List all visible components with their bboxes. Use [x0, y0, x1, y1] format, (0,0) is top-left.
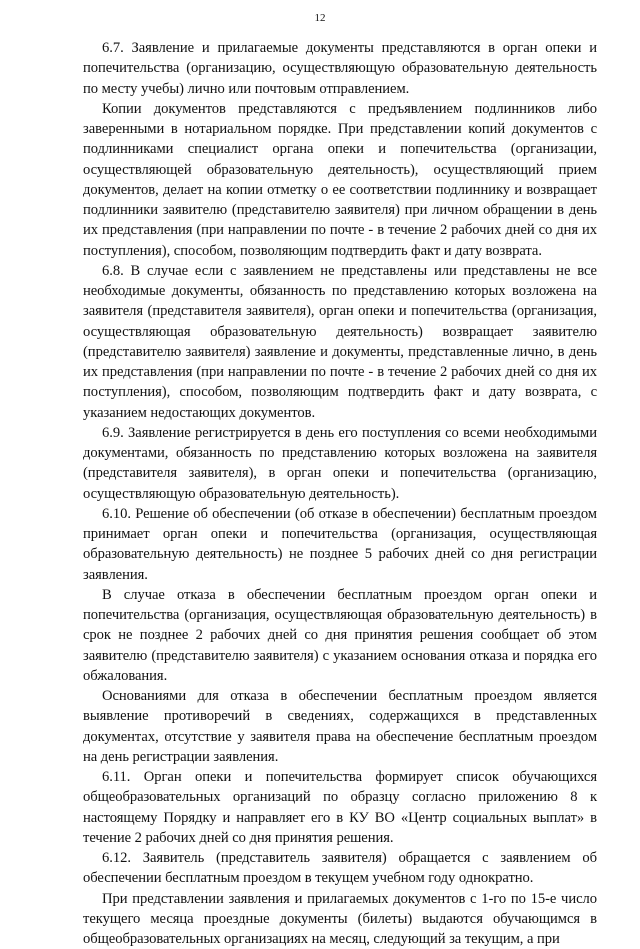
paragraph-6-10: 6.10. Решение об обеспечении (об отказе в обеспечении) бесплатным проездом принимает орган опеки и попечительства (организация, осуществляющая образовательную деятельность) не позднее 5 рабочих дней со дня регистрации заявления.	[83, 504, 597, 585]
paragraph-submission-period: При представлении заявления и прилагаемых документов с 1-го по 15-е число текущего месяца проездные документы (билеты) выдаются обучающимся в общеобразовательных организациях на месяц, следующий за текущим, а при	[83, 889, 597, 949]
paragraph-refusal: В случае отказа в обеспечении бесплатным проездом орган опеки и попечительства (организация, осуществляющая образовательную деятельность) в срок не позднее 2 рабочих дней со дня принятия решения сообщает об этом заявителю (представителю заявителя) с указанием основания отказа и порядка его обжалования.	[83, 585, 597, 686]
paragraph-grounds: Основаниями для отказа в обеспечении бесплатным проездом является выявление противоречий в сведениях, содержащихся в представленных документах, отсутствие у заявителя права на обеспечение бесплатным проездом на день регистрации заявления.	[83, 686, 597, 767]
paragraph-6-11: 6.11. Орган опеки и попечительства формирует список обучающихся общеобразовательных организаций по образцу согласно приложению 8 к настоящему Порядку и направляет его в КУ ВО «Центр социальных выплат» в течение 2 рабочих дней со дня принятия решения.	[83, 767, 597, 848]
paragraph-6-8: 6.8. В случае если с заявлением не представлены или представлены не все необходимые документы, обязанность по представлению которых возложена на заявителя (представителя заявителя), орган опеки и попечительства (организация, осуществляющая образовательную деятельность) возвращает заявителю (представителю заявителя) заявление и документы, представленные лично, в день их представления (при направлении по почте - в течение 2 рабочих дней со дня их поступления), способом, позволяющим подтвердить факт и дату возврата, с указанием недостающих документов.	[83, 261, 597, 423]
paragraph-6-12: 6.12. Заявитель (представитель заявителя) обращается с заявлением об обеспечении бесплатным проездом в текущем учебном году однократно.	[83, 848, 597, 889]
paragraph-copies: Копии документов представляются с предъявлением подлинников либо заверенными в нотариальном порядке. При представлении копий документов с подлинниками специалист органа опеки и попечительства (организации, осуществляющей образовательную деятельность), осуществляющий прием документов, делает на копии отметку о ее соответствии подлиннику и возвращает подлинники заявителю (представителю заявителя) при личном обращении в день их представления (при направлении по почте - в течение 2 рабочих дней со дня их поступления), способом, позволяющим подтвердить факт и дату возврата.	[83, 99, 597, 261]
page-number: 12	[0, 12, 640, 25]
document-body	[83, 38, 597, 949]
paragraph-6-7: 6.7. Заявление и прилагаемые документы представляются в орган опеки и попечительства (организацию, осуществляющую образовательную деятельность по месту учебы) лично или почтовым отправлением.	[83, 38, 597, 99]
paragraph-6-9: 6.9. Заявление регистрируется в день его поступления со всеми необходимыми документами, обязанность по представлению которых возложена на заявителя (представителя заявителя), в орган опеки и попечительства (организацию, осуществляющую образовательную деятельность).	[83, 423, 597, 504]
